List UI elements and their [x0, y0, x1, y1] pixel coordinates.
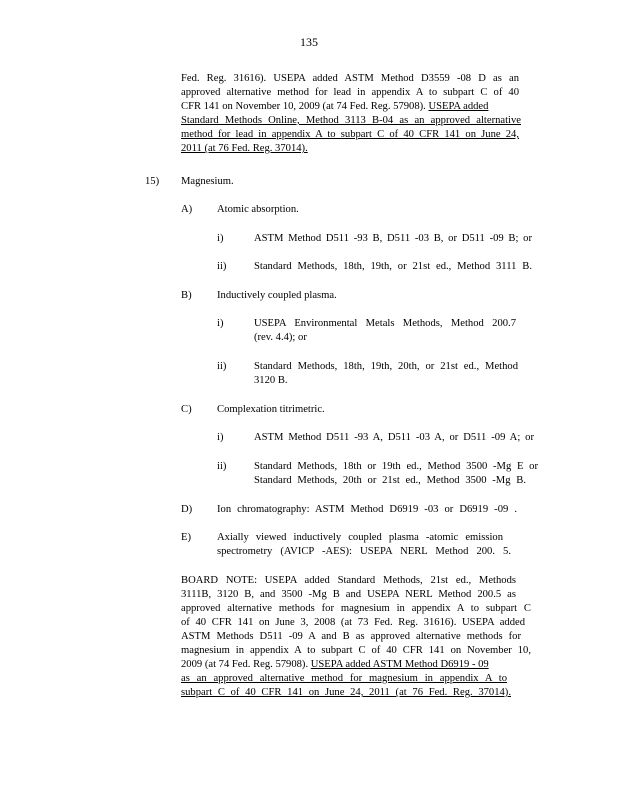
item-a-i-text: ASTM Method D511 -93 B, D511 -03 B, or D511 -09 B; or: [254, 233, 532, 244]
item-c-i-text: ASTM Method D511 -93 A, D511 -03 A, or D511 -09 A; or: [254, 432, 534, 443]
item-e-line-1: Axially viewed inductively coupled plasma -atomic emission: [217, 532, 503, 543]
item-d-text: Ion chromatography: ASTM Method D6919 -03 or D6919 -09 .: [217, 504, 517, 515]
item-b-ii-label: ii): [217, 361, 227, 372]
board-note-line-4: of 40 CFR 141 on June 3, 2008 (at 73 Fed. Reg. 31616). USEPA added: [181, 617, 525, 628]
item-15-title: Magnesium.: [181, 176, 234, 187]
board-note-line-9: subpart C of 40 CFR 141 on June 24, 2011 (at 76 Fed. Reg. 37014).: [181, 687, 511, 698]
item-b-label: B): [181, 290, 192, 301]
intro-line-3-text: CFR 141 on November 10, 2009 (at 74 Fed. Reg. 57908).: [181, 101, 429, 112]
board-note-line-8: as an approved alternative method for magnesium in appendix A to: [181, 673, 507, 684]
item-b-i-line-2: (rev. 4.4); or: [254, 332, 307, 343]
board-note-line-7-amended: USEPA added ASTM Method D6919 - 09: [310, 659, 489, 670]
board-note-line-6: magnesium in appendix A to subpart C of 40 CFR 141 on November 10,: [181, 645, 531, 656]
item-c-ii-line-2: Standard Methods, 20th or 21st ed., Method 3500 -Mg B.: [254, 475, 526, 486]
item-a-i-label: i): [217, 233, 224, 244]
item-a-ii-text: Standard Methods, 18th, 19th, or 21st ed., Method 3111 B.: [254, 261, 532, 272]
intro-line-3-amended: USEPA added: [428, 101, 489, 112]
item-b-title: Inductively coupled plasma.: [217, 290, 337, 301]
intro-line-2: approved alternative method for lead in appendix A to subpart C of 40: [181, 87, 519, 98]
item-d-label: D): [181, 504, 193, 515]
item-e-line-2: spectrometry (AVICP -AES): USEPA NERL Method 200. 5.: [217, 546, 511, 557]
item-15-number: 15): [145, 176, 160, 187]
item-c-ii-label: ii): [217, 461, 227, 472]
board-note-line-7-text: 2009 (at 74 Fed. Reg. 57908).: [181, 659, 311, 670]
item-a-label: A): [181, 204, 193, 215]
item-c-title: Complexation titrimetric.: [217, 404, 325, 415]
item-b-ii-line-2: 3120 B.: [254, 375, 288, 386]
item-a-ii-label: ii): [217, 261, 227, 272]
item-e-label: E): [181, 532, 191, 543]
intro-line-6: 2011 (at 76 Fed. Reg. 37014).: [181, 143, 308, 154]
intro-line-4: Standard Methods Online, Method 3113 B-04 as an approved alternative: [181, 115, 521, 126]
board-note-line-5: ASTM Methods D511 -09 A and B as approved alternative methods for: [181, 631, 521, 642]
item-b-i-label: i): [217, 318, 224, 329]
intro-line-3: [181, 100, 521, 113]
board-note-line-1: BOARD NOTE: USEPA added Standard Methods, 21st ed., Methods: [181, 575, 516, 586]
item-c-label: C): [181, 404, 192, 415]
item-b-i-line-1: USEPA Environmental Metals Methods, Method 200.7: [254, 318, 516, 329]
item-a-title: Atomic absorption.: [217, 204, 299, 215]
board-note-line-7: [181, 658, 531, 671]
intro-line-5: method for lead in appendix A to subpart C of 40 CFR 141 on June 24,: [181, 129, 519, 140]
item-c-i-label: i): [217, 432, 224, 443]
board-note-line-3: approved alternative methods for magnesium in appendix A to subpart C: [181, 603, 531, 614]
page-number: 135: [300, 35, 318, 49]
intro-line-1: Fed. Reg. 31616). USEPA added ASTM Method D3559 -08 D as an: [181, 73, 519, 84]
item-b-ii-line-1: Standard Methods, 18th, 19th, 20th, or 21st ed., Method: [254, 361, 518, 372]
item-c-ii-line-1: Standard Methods, 18th or 19th ed., Method 3500 -Mg E or: [254, 461, 538, 472]
board-note-line-2: 3111B, 3120 B, and 3500 -Mg B and USEPA NERL Method 200.5 as: [181, 589, 516, 600]
